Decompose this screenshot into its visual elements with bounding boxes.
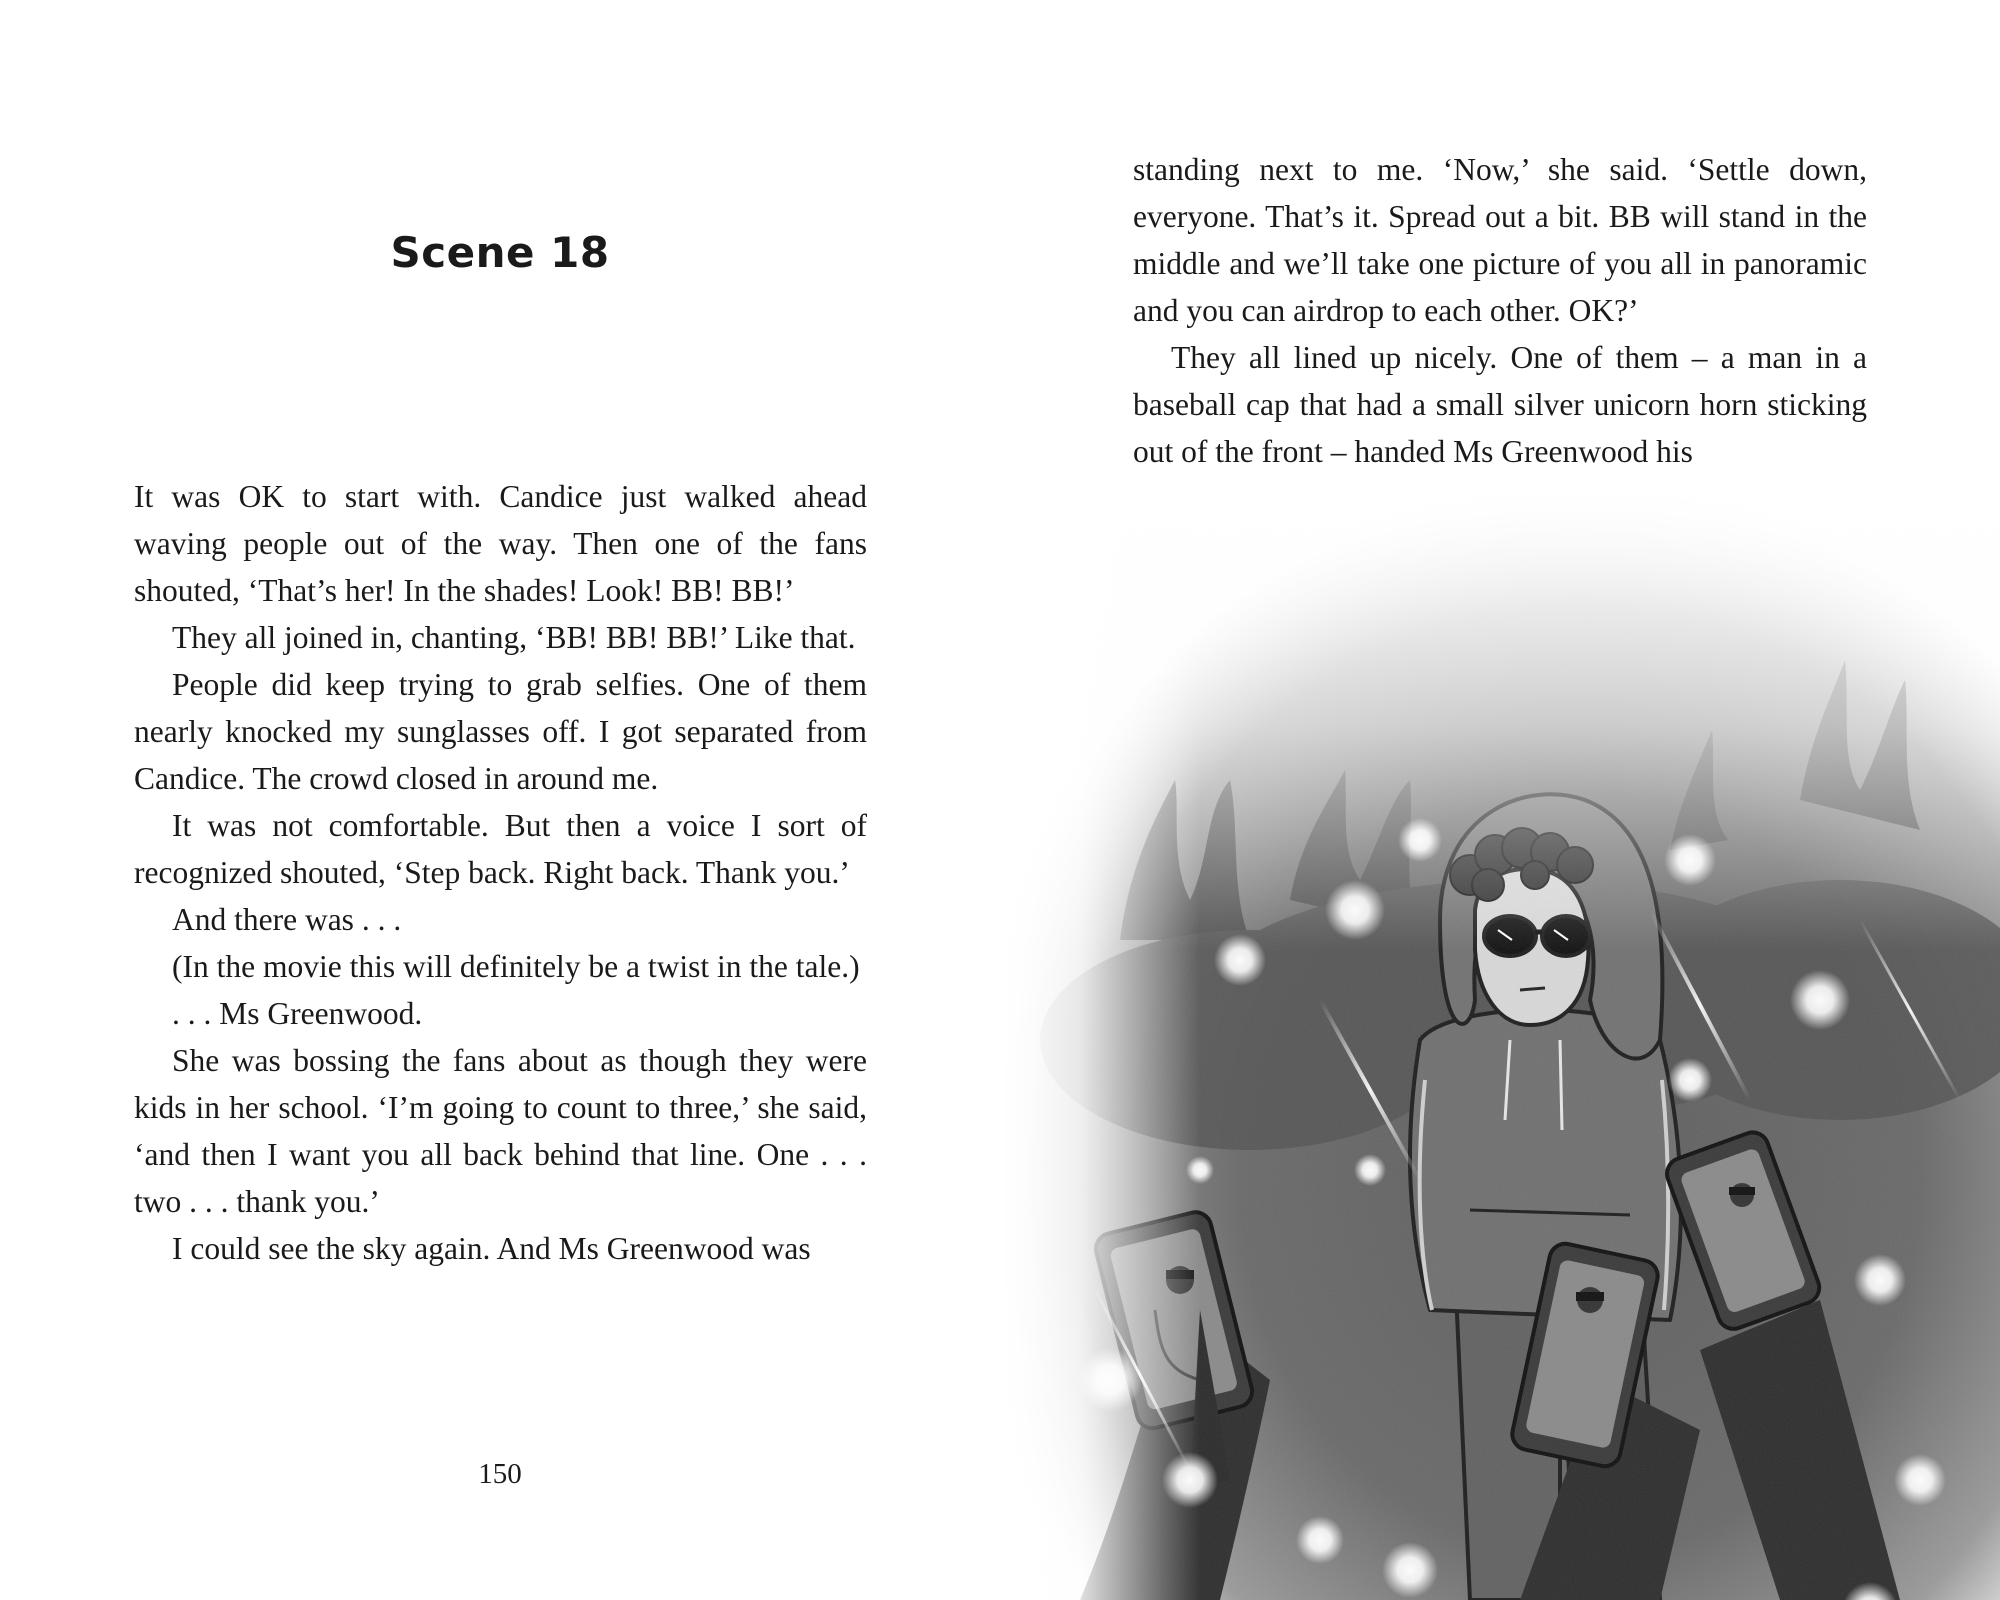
paragraph: I could see the sky again. And Ms Greenwood was (172, 1231, 811, 1266)
page-number: 150 (478, 1458, 522, 1490)
paragraph: They all joined in, chanting, ‘BB! BB! BB!’ Like that. (172, 620, 856, 655)
crowd-illustration (1000, 480, 2000, 1600)
paragraph: It was OK to start with. Candice just walked ahead waving people out of the way. Then one of the fans shouted, ‘That’s her! In the shades! Look! BB! BB!’ (134, 479, 867, 608)
paragraph: People did keep trying to grab selfies. One of them nearly knocked my sunglasses off. I got separated from Candice. The crowd closed in around me. (134, 667, 867, 796)
paragraph: It was not comfortable. But then a voice I sort of recognized shouted, ‘Step back. Right back. Thank you.’ (134, 808, 867, 890)
paragraph: And there was . . . (172, 902, 402, 937)
chapter-title: Scene 18 (390, 228, 610, 277)
paragraph: (In the movie this will definitely be a twist in the tale.) (172, 949, 860, 984)
paragraph: . . . Ms Greenwood. (172, 996, 423, 1031)
paragraph: She was bossing the fans about as though they were kids in her school. ‘I’m going to count to three,’ she said, ‘and then I want you all back behind that line. One . . . two . . . thank you.’ (134, 1043, 867, 1219)
paragraph: standing next to me. ‘Now,’ she said. ‘Settle down, everyone. That’s it. Spread out a bit. BB will stand in the middle and we’ll take one picture of you all in panoramic and you can airdrop to each other. OK?’ (1133, 152, 1867, 328)
right-page (1000, 0, 2000, 1600)
right-body-text (1133, 146, 1867, 475)
left-body-text (134, 473, 867, 1272)
paragraph: They all lined up nicely. One of them – a man in a baseball cap that had a small silver unicorn horn sticking out of the front – handed Ms Greenwood his (1133, 340, 1867, 469)
